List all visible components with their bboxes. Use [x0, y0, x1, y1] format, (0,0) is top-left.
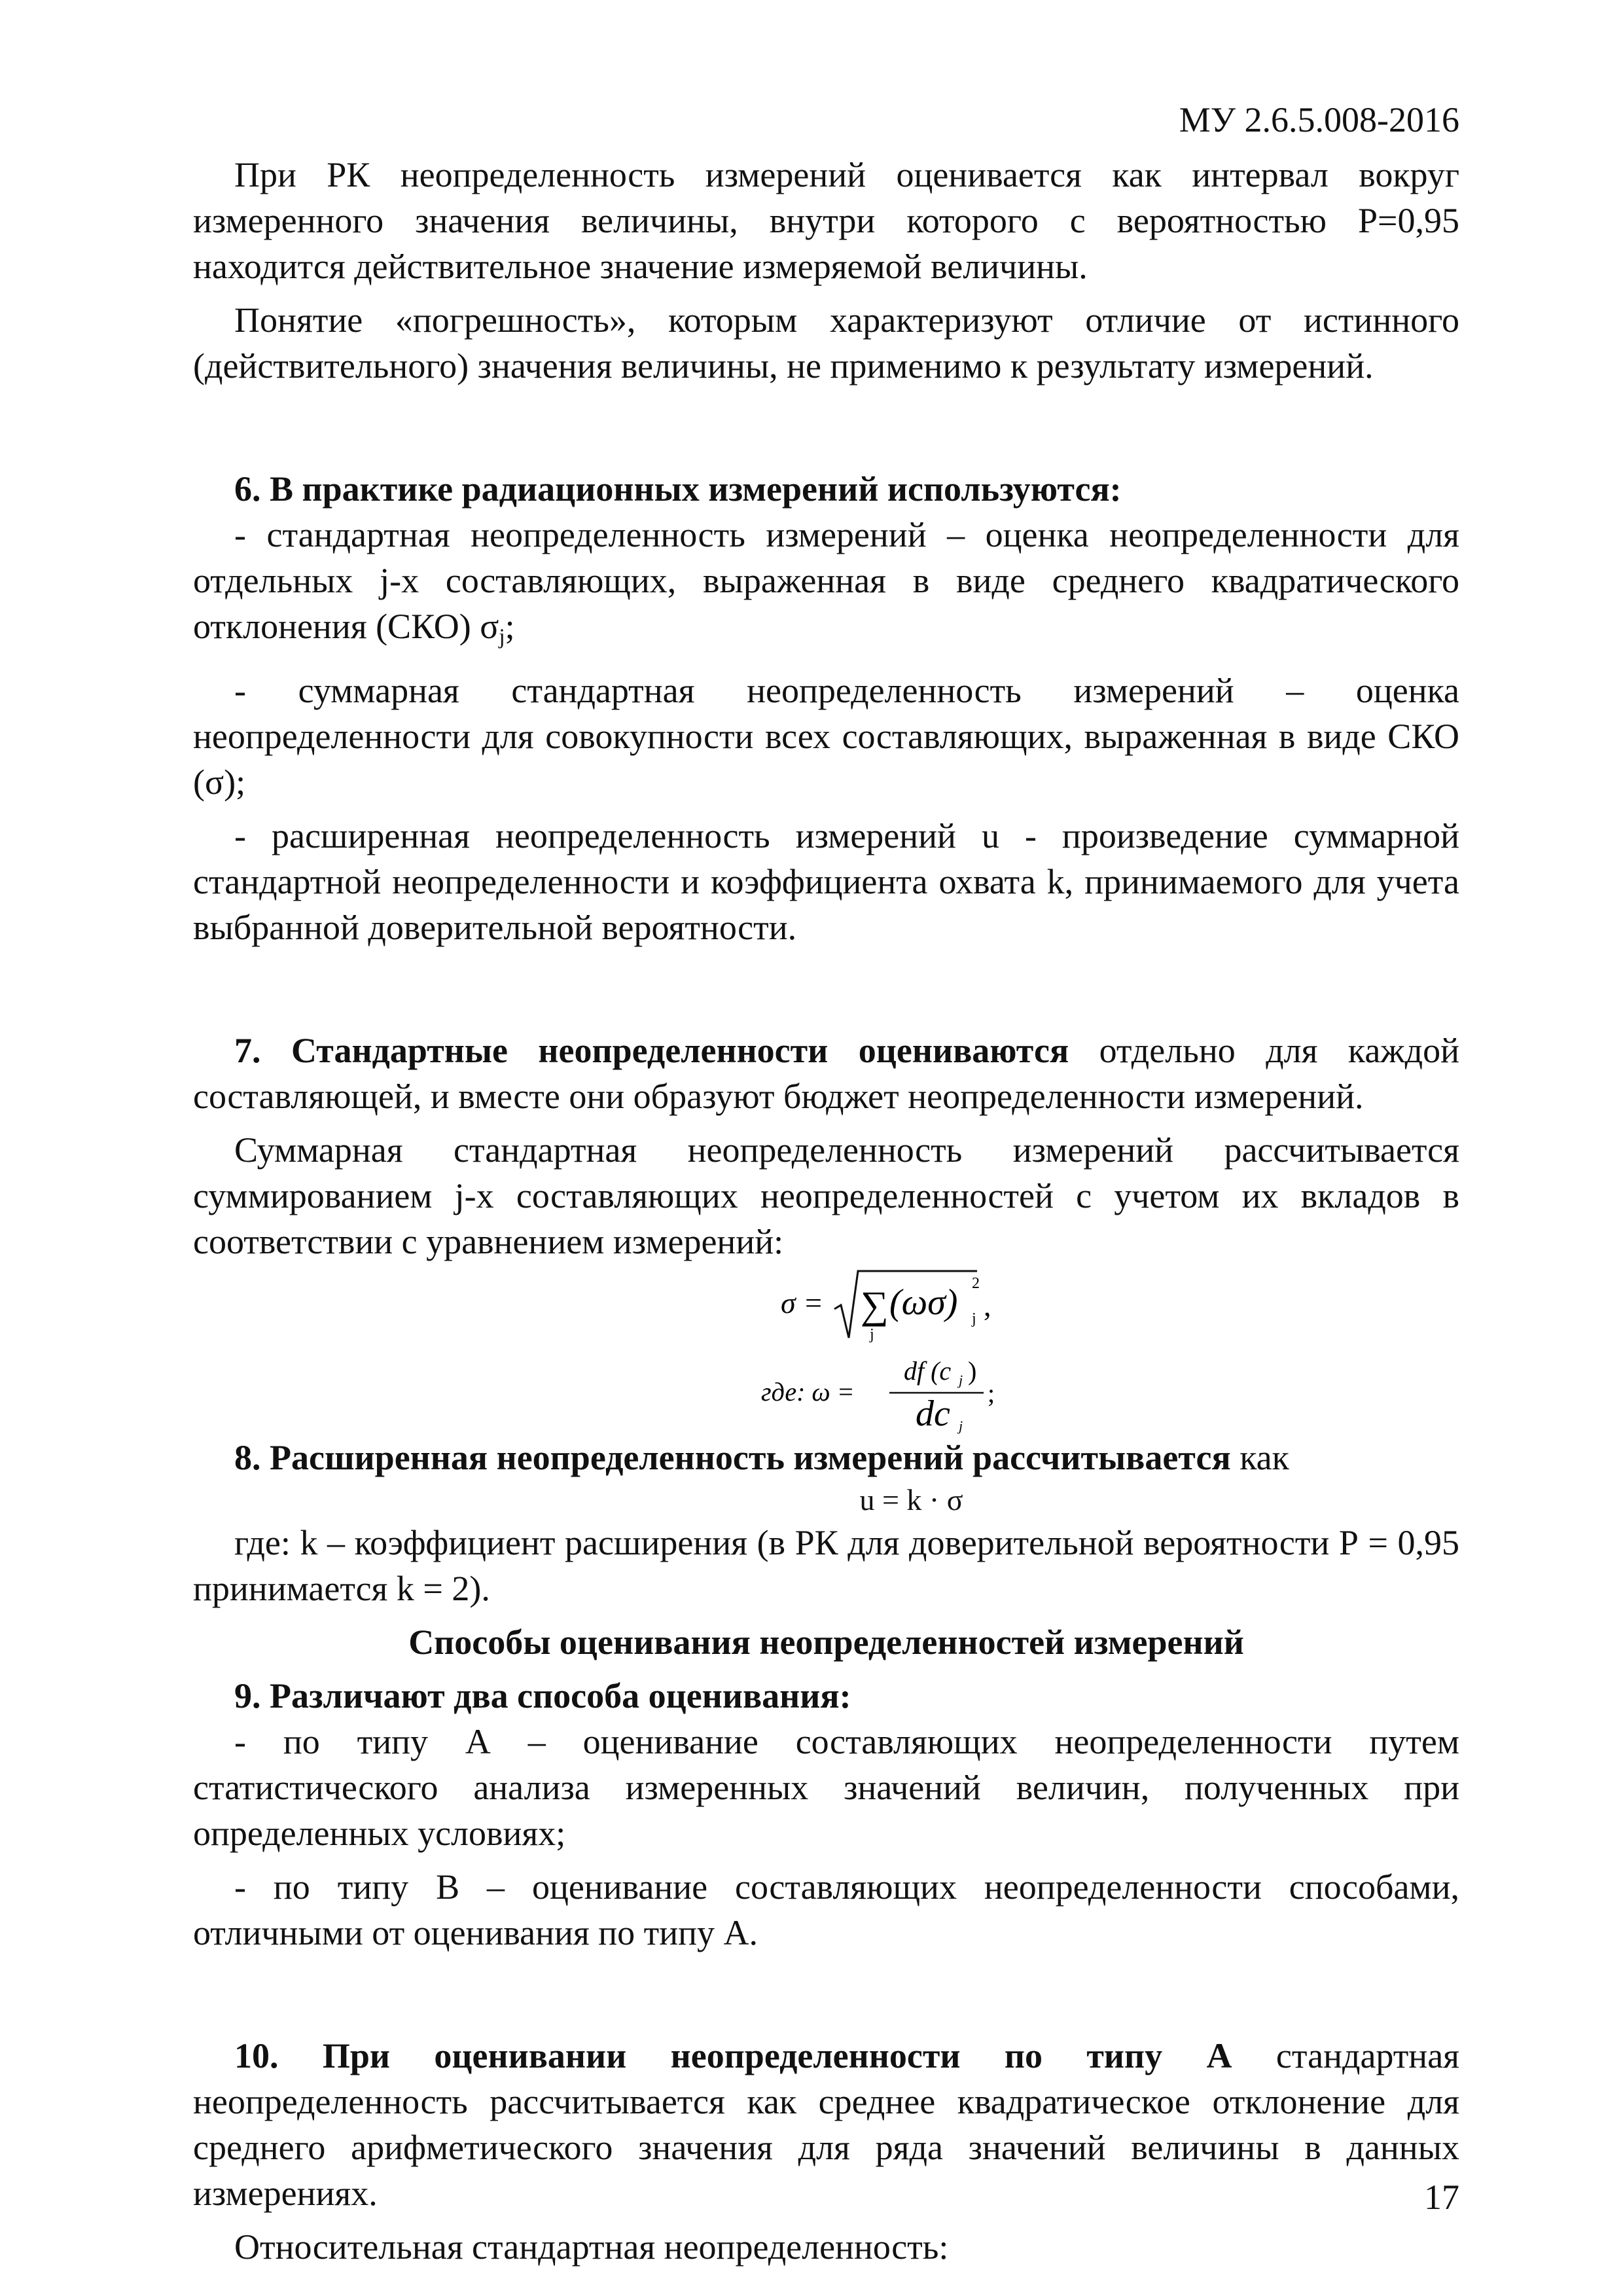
- formula-sigma-graphic: [781, 1266, 1043, 1344]
- section-7-paragraph: [193, 1028, 1459, 1119]
- section-6-item-1-end: ;: [505, 607, 515, 646]
- formula-omega-numerator-end: ): [967, 1356, 976, 1386]
- formula-u: [193, 1480, 1459, 1520]
- formula-sigma-subscript: j: [971, 1310, 976, 1328]
- section-8-where: где: k – коэффициент расширения (в РК для доверительной вероятности Р = 0,95 принимается k = 2).: [193, 1523, 1459, 1609]
- formula-omega-numerator: df (c: [903, 1356, 951, 1386]
- section-6-title-text: 6. В практике радиационных измерений используются:: [234, 469, 1122, 509]
- section-10-paragraph: [193, 2033, 1459, 2216]
- methods-heading-text: Способы оценивания неопределенностей измерений: [408, 1623, 1244, 1662]
- formula-omega-numerator-subscript: j: [958, 1372, 963, 1389]
- section-6-title: [193, 466, 1459, 512]
- section-10-bold: 10. При оценивании неопределенности по типу А: [234, 2036, 1232, 2076]
- section-9-item-1: - по типу А – оценивание составляющих неопределенности путем статистического анализа измеренных значений величин, полученных при определенных условиях;: [193, 1722, 1459, 1854]
- section-8-paragraph: [193, 1435, 1459, 1480]
- section-9-title-text: 9. Различают два способа оценивания:: [234, 1676, 851, 1716]
- section-6-item-1-text: - стандартная неопределенность измерений – оценка неопределенности для отдельных j-х составляющих, выраженная в виде среднего квадратического отклонения (СКО) σ: [193, 515, 1459, 646]
- formula-sigma: [363, 1266, 1459, 1344]
- formula-sigma-body: (ωσ): [889, 1282, 957, 1323]
- section-10-paragraph-2: Относительная стандартная неопределенность:: [234, 2227, 949, 2267]
- section-7-paragraph-2: Суммарная стандартная неопределенность измерений рассчитывается суммированием j-х составляющих неопределенностей с учетом их вкладов в соответствии с уравнением измерений:: [193, 1130, 1459, 1262]
- formula-sigma-lhs: σ =: [780, 1286, 823, 1320]
- paragraph-uncertainty-interval: При РК неопределенность измерений оценивается как интервал вокруг измеренного значения величины, внутри которого с вероятностью Р=0,95 находится действительное значение измеряемой величины.: [193, 155, 1459, 286]
- section-6-item-2: - суммарная стандартная неопределенность измерений – оценка неопределенности для совокупности всех составляющих, выраженная в виде СКО (σ);: [193, 671, 1459, 802]
- document-code: МУ 2.6.5.008-2016: [1179, 100, 1459, 139]
- formula-omega-lhs: где: ω =: [760, 1377, 855, 1407]
- section-7-rest: отдельно для каждой составляющей, и вместе они образуют бюджет неопределенности измерений.: [193, 1031, 1459, 1117]
- section-8-bold: 8. Расширенная неопределенность измерений рассчитывается: [234, 1438, 1231, 1478]
- section-6-item-3: - расширенная неопределенность измерений u - произведение суммарной стандартной неопределенности и коэффициента охвата k, принимаемого для учета выбранной доверительной вероятности.: [193, 816, 1459, 948]
- section-10-rest: стандартная неопределенность рассчитывается как среднее квадратическое отклонение для среднего арифметического значения для ряда значений величины в данных измерениях.: [193, 2036, 1460, 2214]
- formula-omega-semicolon: ;: [987, 1378, 995, 1408]
- summation-index: j: [869, 1326, 874, 1344]
- sigma-subscript: j: [499, 624, 505, 649]
- formula-omega-denominator-subscript: j: [958, 1418, 963, 1435]
- page-content: [193, 152, 1459, 2270]
- formula-omega-graphic: [761, 1350, 1010, 1435]
- section-6-item-1: [193, 512, 1459, 660]
- section-9-title: [193, 1673, 1459, 1719]
- methods-heading: [193, 1619, 1459, 1665]
- paragraph-error-concept: Понятие «погрешность», которым характеризуют отличие от истинного (действительного) значения величины, не применимо к результату измерений.: [193, 300, 1459, 386]
- formula-sigma-comma: ,: [983, 1289, 991, 1323]
- section-7-bold: 7. Стандартные неопределенности оцениваются: [234, 1031, 1069, 1071]
- section-9-item-2: - по типу В – оценивание составляющих неопределенности способами, отличными от оценивания по типу А.: [193, 1867, 1459, 1953]
- formula-omega-denominator: dc: [915, 1393, 950, 1435]
- formula-sigma-exponent: 2: [971, 1275, 980, 1293]
- page-number: 17: [1424, 2178, 1459, 2217]
- section-8-rest: как: [1230, 1438, 1289, 1478]
- summation-symbol: ∑: [860, 1283, 889, 1327]
- formula-u-text: u = k · σ: [859, 1483, 963, 1517]
- formula-omega: [311, 1350, 1459, 1435]
